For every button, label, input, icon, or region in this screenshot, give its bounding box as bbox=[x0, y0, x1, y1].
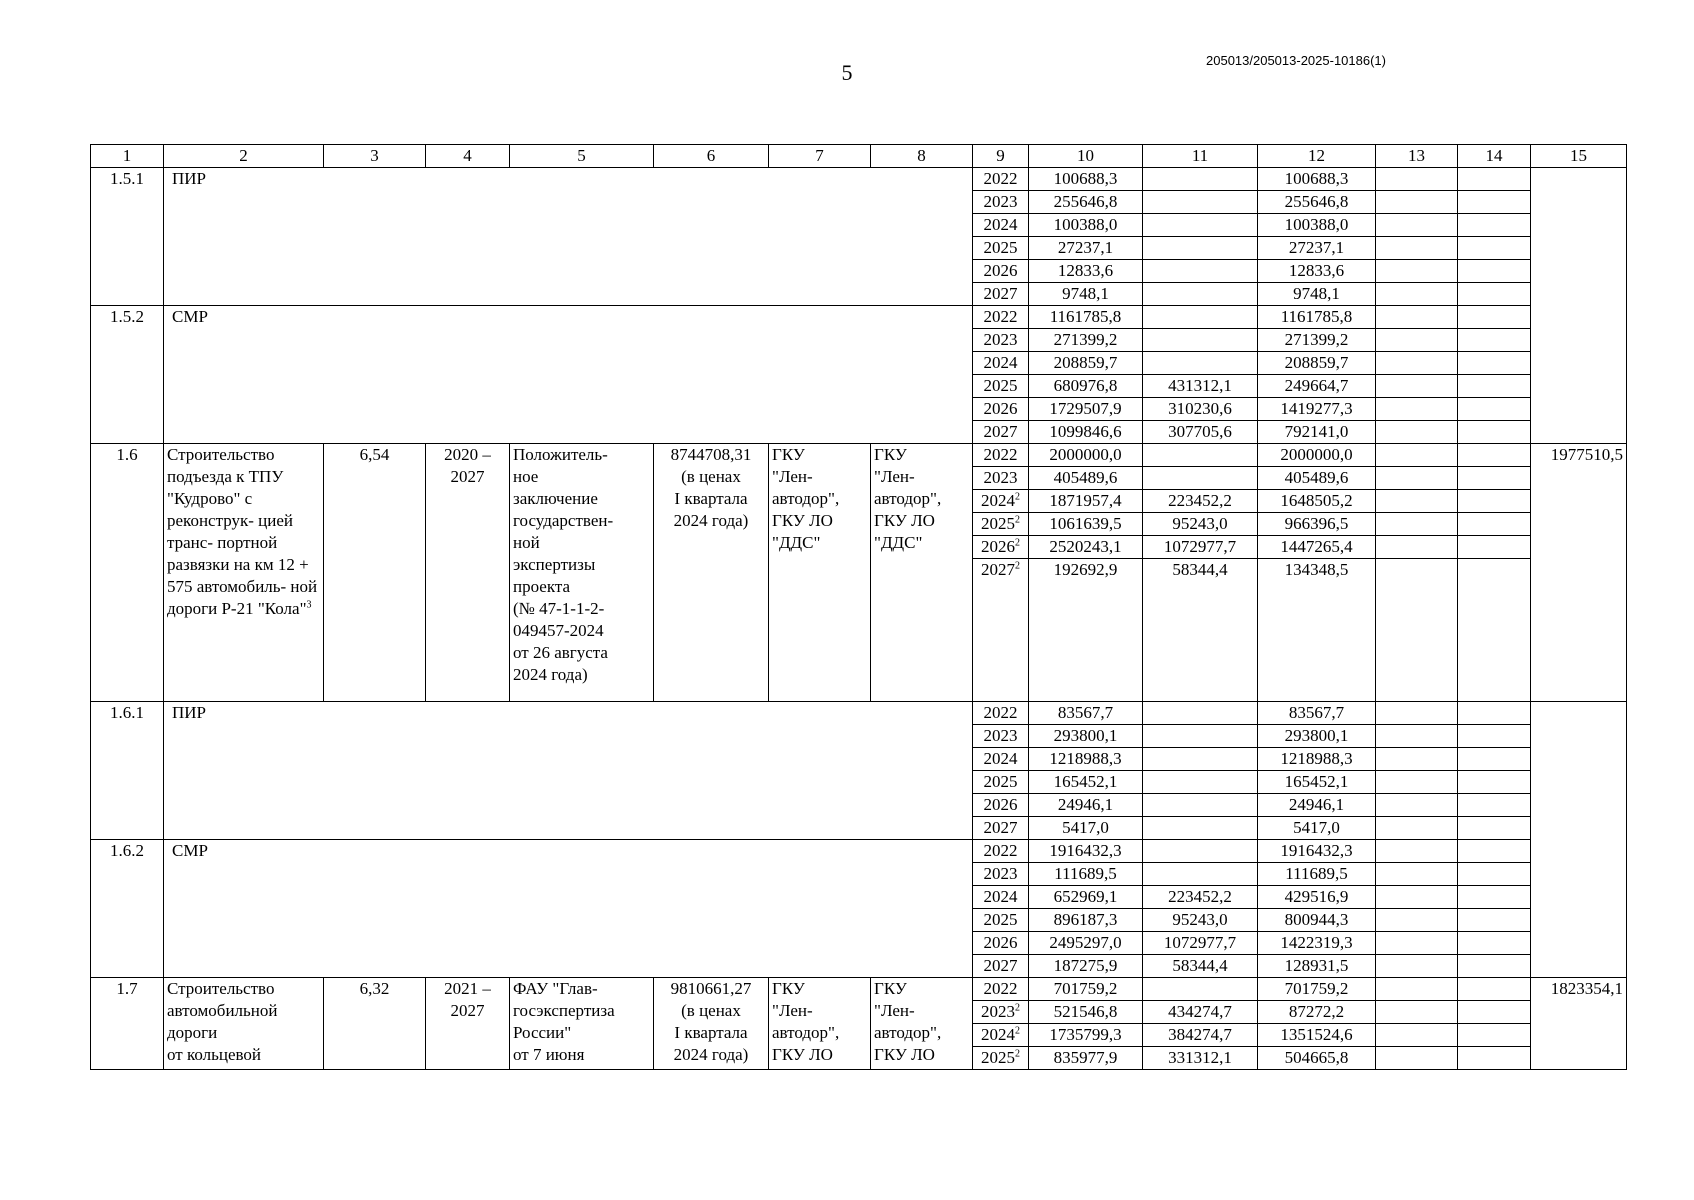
year-cell: 2024 bbox=[973, 352, 1029, 375]
federal-value bbox=[1143, 168, 1258, 191]
total-value: 187275,9 bbox=[1029, 955, 1143, 978]
federal-value bbox=[1143, 260, 1258, 283]
col13-cell bbox=[1376, 817, 1458, 840]
federal-value: 223452,2 bbox=[1143, 490, 1258, 513]
remaining-cost: 1977510,5 bbox=[1531, 444, 1627, 702]
col13-cell bbox=[1376, 794, 1458, 817]
federal-value bbox=[1143, 771, 1258, 794]
total-value: 100388,0 bbox=[1029, 214, 1143, 237]
col14-cell bbox=[1458, 978, 1531, 1001]
year-cell: 2025$^2$ bbox=[973, 1047, 1029, 1070]
col13-cell bbox=[1376, 329, 1458, 352]
col14-cell bbox=[1458, 444, 1531, 467]
col-header: 7 bbox=[769, 145, 871, 168]
col14-cell bbox=[1458, 513, 1531, 536]
regional-value: 165452,1 bbox=[1258, 771, 1376, 794]
col14-cell bbox=[1458, 467, 1531, 490]
total-value: 83567,7 bbox=[1029, 702, 1143, 725]
col13-cell bbox=[1376, 191, 1458, 214]
object-name: Строительство автомобильной дороги от кольцевой bbox=[164, 978, 324, 1070]
row-number: 1.5.1 bbox=[91, 168, 164, 306]
col-header: 3 bbox=[324, 145, 426, 168]
federal-value bbox=[1143, 306, 1258, 329]
regional-value: 701759,2 bbox=[1258, 978, 1376, 1001]
federal-value: 95243,0 bbox=[1143, 909, 1258, 932]
total-value: 1729507,9 bbox=[1029, 398, 1143, 421]
col13-cell bbox=[1376, 955, 1458, 978]
col-header: 4 bbox=[426, 145, 510, 168]
col13-cell bbox=[1376, 1047, 1458, 1070]
section-title: ПИР bbox=[164, 168, 973, 306]
federal-value bbox=[1143, 863, 1258, 886]
federal-value bbox=[1143, 794, 1258, 817]
remaining-cost bbox=[1531, 168, 1627, 444]
federal-value bbox=[1143, 237, 1258, 260]
year-cell: 2023 bbox=[973, 329, 1029, 352]
regional-value: 87272,2 bbox=[1258, 1001, 1376, 1024]
col14-cell bbox=[1458, 306, 1531, 329]
regional-value: 134348,5 bbox=[1258, 559, 1376, 702]
total-value: 165452,1 bbox=[1029, 771, 1143, 794]
federal-value bbox=[1143, 748, 1258, 771]
federal-value: 434274,7 bbox=[1143, 1001, 1258, 1024]
budget-table bbox=[90, 144, 1627, 1070]
federal-value bbox=[1143, 444, 1258, 467]
year-cell: 2023 bbox=[973, 467, 1029, 490]
regional-value: 9748,1 bbox=[1258, 283, 1376, 306]
col14-cell bbox=[1458, 191, 1531, 214]
year-cell: 2022 bbox=[973, 840, 1029, 863]
footnote-mark: 2 bbox=[1015, 1048, 1020, 1060]
col13-cell bbox=[1376, 863, 1458, 886]
col-header: 1 bbox=[91, 145, 164, 168]
col14-cell bbox=[1458, 725, 1531, 748]
federal-value: 95243,0 bbox=[1143, 513, 1258, 536]
regional-value: 24946,1 bbox=[1258, 794, 1376, 817]
regional-value: 5417,0 bbox=[1258, 817, 1376, 840]
col13-cell bbox=[1376, 932, 1458, 955]
federal-value bbox=[1143, 329, 1258, 352]
total-value: 111689,5 bbox=[1029, 863, 1143, 886]
document-id: 205013/205013-2025-10186(1) bbox=[1206, 53, 1386, 68]
col14-cell bbox=[1458, 559, 1531, 702]
regional-value: 800944,3 bbox=[1258, 909, 1376, 932]
federal-value: 331312,1 bbox=[1143, 1047, 1258, 1070]
year-cell: 2022 bbox=[973, 702, 1029, 725]
total-value: 835977,9 bbox=[1029, 1047, 1143, 1070]
year-cell: 2025 bbox=[973, 909, 1029, 932]
footnote-mark: 2 bbox=[1015, 491, 1020, 503]
year-cell: 2023$^2$ bbox=[973, 1001, 1029, 1024]
col14-cell bbox=[1458, 260, 1531, 283]
year-cell: 2022 bbox=[973, 978, 1029, 1001]
col13-cell bbox=[1376, 375, 1458, 398]
regional-value: 504665,8 bbox=[1258, 1047, 1376, 1070]
col14-cell bbox=[1458, 863, 1531, 886]
total-value: 1161785,8 bbox=[1029, 306, 1143, 329]
col13-cell bbox=[1376, 283, 1458, 306]
col-header: 5 bbox=[510, 145, 654, 168]
regional-value: 1161785,8 bbox=[1258, 306, 1376, 329]
table-body bbox=[91, 145, 1627, 1070]
col13-cell bbox=[1376, 978, 1458, 1001]
year-cell: 2025 bbox=[973, 771, 1029, 794]
customer: ГКУ "Лен- автодор", ГКУ ЛО bbox=[769, 978, 871, 1070]
col13-cell bbox=[1376, 352, 1458, 375]
federal-value: 58344,4 bbox=[1143, 559, 1258, 702]
row-number: 1.6.2 bbox=[91, 840, 164, 978]
total-value: 271399,2 bbox=[1029, 329, 1143, 352]
regional-value: 1447265,4 bbox=[1258, 536, 1376, 559]
federal-value bbox=[1143, 283, 1258, 306]
col13-cell bbox=[1376, 771, 1458, 794]
footnote-mark: 2 bbox=[1015, 514, 1020, 526]
row-number: 1.6 bbox=[91, 444, 164, 702]
col-header: 13 bbox=[1376, 145, 1458, 168]
total-value: 701759,2 bbox=[1029, 978, 1143, 1001]
col14-cell bbox=[1458, 352, 1531, 375]
expertise: Положитель- ное заключение государствен- ной экспертизы проекта (№ 47-1-1-2- 049457-2024 от 26 августа 2024 года) bbox=[510, 444, 654, 702]
federal-value: 223452,2 bbox=[1143, 886, 1258, 909]
table-row bbox=[91, 168, 1627, 191]
col13-cell bbox=[1376, 748, 1458, 771]
year-cell: 2022 bbox=[973, 168, 1029, 191]
total-value: 1916432,3 bbox=[1029, 840, 1143, 863]
regional-value: 429516,9 bbox=[1258, 886, 1376, 909]
section-title: СМР bbox=[164, 306, 973, 444]
regional-value: 83567,7 bbox=[1258, 702, 1376, 725]
year-cell: 2022 bbox=[973, 306, 1029, 329]
total-value: 680976,8 bbox=[1029, 375, 1143, 398]
col-header: 9 bbox=[973, 145, 1029, 168]
total-value: 521546,8 bbox=[1029, 1001, 1143, 1024]
federal-value bbox=[1143, 840, 1258, 863]
year-cell: 2022 bbox=[973, 444, 1029, 467]
total-value: 2000000,0 bbox=[1029, 444, 1143, 467]
col-header: 8 bbox=[871, 145, 973, 168]
row-number: 1.6.1 bbox=[91, 702, 164, 840]
column-number-row bbox=[91, 145, 1627, 168]
federal-value: 58344,4 bbox=[1143, 955, 1258, 978]
estimated-cost: 9810661,27 (в ценах I квартала 2024 года) bbox=[654, 978, 769, 1070]
total-value: 1061639,5 bbox=[1029, 513, 1143, 536]
table-row bbox=[91, 444, 1627, 467]
federal-value: 307705,6 bbox=[1143, 421, 1258, 444]
length-km: 6,32 bbox=[324, 978, 426, 1070]
period: 2021 – 2027 bbox=[426, 978, 510, 1070]
total-value: 24946,1 bbox=[1029, 794, 1143, 817]
length-km: 6,54 bbox=[324, 444, 426, 702]
row-number: 1.5.2 bbox=[91, 306, 164, 444]
year-cell: 2027 bbox=[973, 421, 1029, 444]
col13-cell bbox=[1376, 1001, 1458, 1024]
regional-value: 1218988,3 bbox=[1258, 748, 1376, 771]
total-value: 1218988,3 bbox=[1029, 748, 1143, 771]
regional-value: 2000000,0 bbox=[1258, 444, 1376, 467]
total-value: 1871957,4 bbox=[1029, 490, 1143, 513]
col14-cell bbox=[1458, 932, 1531, 955]
year-cell: 2024 bbox=[973, 886, 1029, 909]
total-value: 405489,6 bbox=[1029, 467, 1143, 490]
col14-cell bbox=[1458, 283, 1531, 306]
col14-cell bbox=[1458, 748, 1531, 771]
federal-value bbox=[1143, 702, 1258, 725]
federal-value: 1072977,7 bbox=[1143, 536, 1258, 559]
year-cell: 2026 bbox=[973, 260, 1029, 283]
federal-value bbox=[1143, 214, 1258, 237]
year-cell: 2027$^2$ bbox=[973, 559, 1029, 702]
federal-value bbox=[1143, 725, 1258, 748]
total-value: 896187,3 bbox=[1029, 909, 1143, 932]
col13-cell bbox=[1376, 421, 1458, 444]
col14-cell bbox=[1458, 490, 1531, 513]
year-cell: 2023 bbox=[973, 725, 1029, 748]
col13-cell bbox=[1376, 490, 1458, 513]
year-cell: 2024 bbox=[973, 748, 1029, 771]
regional-value: 100688,3 bbox=[1258, 168, 1376, 191]
col13-cell bbox=[1376, 536, 1458, 559]
col13-cell bbox=[1376, 214, 1458, 237]
col13-cell bbox=[1376, 306, 1458, 329]
col13-cell bbox=[1376, 909, 1458, 932]
col13-cell bbox=[1376, 840, 1458, 863]
footnote-mark: 2 bbox=[1015, 1025, 1020, 1037]
total-value: 12833,6 bbox=[1029, 260, 1143, 283]
regional-value: 1916432,3 bbox=[1258, 840, 1376, 863]
col13-cell bbox=[1376, 444, 1458, 467]
col13-cell bbox=[1376, 260, 1458, 283]
col13-cell bbox=[1376, 702, 1458, 725]
footnote-mark: 2 bbox=[1015, 537, 1020, 549]
federal-value: 1072977,7 bbox=[1143, 932, 1258, 955]
object-name: Строительство подъезда к ТПУ "Кудрово" с реконструк- цией транс- портной развязки на км 12 + 575 автомобиль- ной дороги Р-21 "Кола"$^3$ bbox=[164, 444, 324, 702]
col13-cell bbox=[1376, 237, 1458, 260]
year-cell: 2026 bbox=[973, 932, 1029, 955]
federal-value bbox=[1143, 467, 1258, 490]
col13-cell bbox=[1376, 467, 1458, 490]
year-cell: 2023 bbox=[973, 863, 1029, 886]
total-value: 1735799,3 bbox=[1029, 1024, 1143, 1047]
customer: ГКУ "Лен- автодор", ГКУ ЛО "ДДС" bbox=[769, 444, 871, 702]
regional-value: 12833,6 bbox=[1258, 260, 1376, 283]
col14-cell bbox=[1458, 817, 1531, 840]
regional-value: 208859,7 bbox=[1258, 352, 1376, 375]
col14-cell bbox=[1458, 702, 1531, 725]
regional-value: 27237,1 bbox=[1258, 237, 1376, 260]
col14-cell bbox=[1458, 375, 1531, 398]
table-row bbox=[91, 978, 1627, 1001]
federal-value bbox=[1143, 817, 1258, 840]
year-cell: 2027 bbox=[973, 955, 1029, 978]
col14-cell bbox=[1458, 329, 1531, 352]
col-header: 12 bbox=[1258, 145, 1376, 168]
total-value: 2495297,0 bbox=[1029, 932, 1143, 955]
col13-cell bbox=[1376, 1024, 1458, 1047]
total-value: 9748,1 bbox=[1029, 283, 1143, 306]
col-header: 10 bbox=[1029, 145, 1143, 168]
col14-cell bbox=[1458, 909, 1531, 932]
expertise: ФАУ "Глав- госэкспертиза России" от 7 июня bbox=[510, 978, 654, 1070]
total-value: 27237,1 bbox=[1029, 237, 1143, 260]
year-cell: 2025 bbox=[973, 237, 1029, 260]
regional-value: 100388,0 bbox=[1258, 214, 1376, 237]
estimated-cost: 8744708,31 (в ценах I квартала 2024 года) bbox=[654, 444, 769, 702]
col14-cell bbox=[1458, 840, 1531, 863]
regional-value: 128931,5 bbox=[1258, 955, 1376, 978]
year-cell: 2025 bbox=[973, 375, 1029, 398]
year-cell: 2025$^2$ bbox=[973, 513, 1029, 536]
federal-value bbox=[1143, 352, 1258, 375]
footnote-mark: 2 bbox=[1015, 560, 1020, 572]
col14-cell bbox=[1458, 214, 1531, 237]
federal-value: 310230,6 bbox=[1143, 398, 1258, 421]
year-cell: 2026$^2$ bbox=[973, 536, 1029, 559]
total-value: 255646,8 bbox=[1029, 191, 1143, 214]
remaining-cost bbox=[1531, 702, 1627, 978]
total-value: 192692,9 bbox=[1029, 559, 1143, 702]
col-header: 14 bbox=[1458, 145, 1531, 168]
footnote-mark: 2 bbox=[1015, 1002, 1020, 1014]
total-value: 293800,1 bbox=[1029, 725, 1143, 748]
federal-value: 384274,7 bbox=[1143, 1024, 1258, 1047]
regional-value: 1419277,3 bbox=[1258, 398, 1376, 421]
total-value: 2520243,1 bbox=[1029, 536, 1143, 559]
table-row bbox=[91, 702, 1627, 725]
col14-cell bbox=[1458, 398, 1531, 421]
regional-value: 966396,5 bbox=[1258, 513, 1376, 536]
col14-cell bbox=[1458, 771, 1531, 794]
total-value: 1099846,6 bbox=[1029, 421, 1143, 444]
year-cell: 2027 bbox=[973, 817, 1029, 840]
col-header: 15 bbox=[1531, 145, 1627, 168]
year-cell: 2024$^2$ bbox=[973, 1024, 1029, 1047]
regional-value: 405489,6 bbox=[1258, 467, 1376, 490]
period: 2020 – 2027 bbox=[426, 444, 510, 702]
col14-cell bbox=[1458, 1047, 1531, 1070]
col13-cell bbox=[1376, 398, 1458, 421]
federal-value bbox=[1143, 191, 1258, 214]
section-title: ПИР bbox=[164, 702, 973, 840]
table-row bbox=[91, 306, 1627, 329]
developer: ГКУ "Лен- автодор", ГКУ ЛО "ДДС" bbox=[871, 444, 973, 702]
col13-cell bbox=[1376, 168, 1458, 191]
col14-cell bbox=[1458, 421, 1531, 444]
col14-cell bbox=[1458, 1024, 1531, 1047]
page-number: 5 bbox=[841, 60, 853, 85]
year-cell: 2026 bbox=[973, 794, 1029, 817]
total-value: 5417,0 bbox=[1029, 817, 1143, 840]
year-cell: 2024$^2$ bbox=[973, 490, 1029, 513]
regional-value: 255646,8 bbox=[1258, 191, 1376, 214]
section-title: СМР bbox=[164, 840, 973, 978]
federal-value bbox=[1143, 978, 1258, 1001]
col13-cell bbox=[1376, 725, 1458, 748]
regional-value: 271399,2 bbox=[1258, 329, 1376, 352]
total-value: 100688,3 bbox=[1029, 168, 1143, 191]
developer: ГКУ "Лен- автодор", ГКУ ЛО bbox=[871, 978, 973, 1070]
regional-value: 111689,5 bbox=[1258, 863, 1376, 886]
regional-value: 293800,1 bbox=[1258, 725, 1376, 748]
year-cell: 2027 bbox=[973, 283, 1029, 306]
col14-cell bbox=[1458, 794, 1531, 817]
regional-value: 1422319,3 bbox=[1258, 932, 1376, 955]
col13-cell bbox=[1376, 886, 1458, 909]
col14-cell bbox=[1458, 886, 1531, 909]
col14-cell bbox=[1458, 955, 1531, 978]
col-header: 6 bbox=[654, 145, 769, 168]
col13-cell bbox=[1376, 513, 1458, 536]
regional-value: 792141,0 bbox=[1258, 421, 1376, 444]
regional-value: 249664,7 bbox=[1258, 375, 1376, 398]
year-cell: 2026 bbox=[973, 398, 1029, 421]
table-row bbox=[91, 840, 1627, 863]
regional-value: 1648505,2 bbox=[1258, 490, 1376, 513]
col14-cell bbox=[1458, 536, 1531, 559]
row-number: 1.7 bbox=[91, 978, 164, 1070]
year-cell: 2023 bbox=[973, 191, 1029, 214]
col-header: 2 bbox=[164, 145, 324, 168]
footnote-mark: 3 bbox=[306, 599, 312, 611]
year-cell: 2024 bbox=[973, 214, 1029, 237]
col13-cell bbox=[1376, 559, 1458, 702]
total-value: 208859,7 bbox=[1029, 352, 1143, 375]
col14-cell bbox=[1458, 168, 1531, 191]
col14-cell bbox=[1458, 1001, 1531, 1024]
federal-value: 431312,1 bbox=[1143, 375, 1258, 398]
col14-cell bbox=[1458, 237, 1531, 260]
col-header: 11 bbox=[1143, 145, 1258, 168]
total-value: 652969,1 bbox=[1029, 886, 1143, 909]
regional-value: 1351524,6 bbox=[1258, 1024, 1376, 1047]
remaining-cost: 1823354,1 bbox=[1531, 978, 1627, 1070]
